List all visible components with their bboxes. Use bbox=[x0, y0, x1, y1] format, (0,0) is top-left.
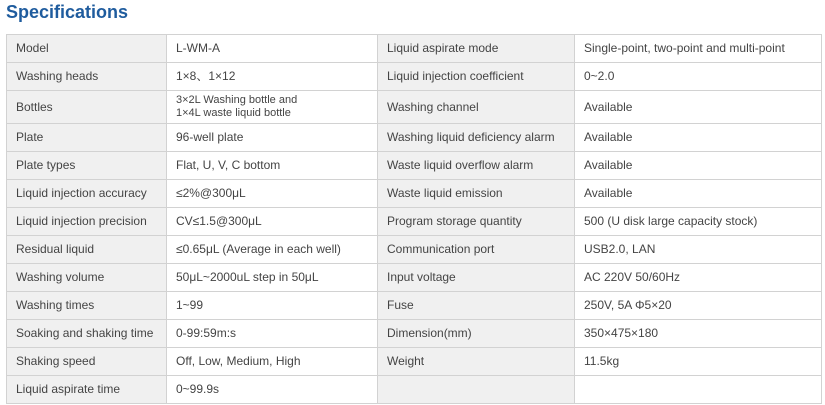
table-row bbox=[7, 91, 822, 124]
spec-label bbox=[378, 376, 575, 404]
spec-label: Washing volume bbox=[7, 264, 167, 292]
spec-value: 250V, 5A Φ5×20 bbox=[575, 292, 822, 320]
table-row bbox=[7, 236, 822, 264]
table-row bbox=[7, 124, 822, 152]
spec-value: Available bbox=[575, 124, 822, 152]
table-row bbox=[7, 35, 822, 63]
spec-label: Liquid aspirate time bbox=[7, 376, 167, 404]
spec-value bbox=[575, 376, 822, 404]
spec-label: Liquid injection accuracy bbox=[7, 180, 167, 208]
spec-label: Bottles bbox=[7, 91, 167, 124]
spec-value-line: 3×2L Washing bottle and bbox=[176, 94, 298, 106]
table-row bbox=[7, 292, 822, 320]
table-row bbox=[7, 264, 822, 292]
spec-label: Model bbox=[7, 35, 167, 63]
spec-value: CV≤1.5@300μL bbox=[167, 208, 378, 236]
spec-label: Input voltage bbox=[378, 264, 575, 292]
spec-label: Shaking speed bbox=[7, 348, 167, 376]
spec-label: Liquid injection coefficient bbox=[378, 63, 575, 91]
spec-label: Plate bbox=[7, 124, 167, 152]
table-row bbox=[7, 180, 822, 208]
spec-value: 500 (U disk large capacity stock) bbox=[575, 208, 822, 236]
spec-value: Flat, U, V, C bottom bbox=[167, 152, 378, 180]
spec-label: Waste liquid emission bbox=[378, 180, 575, 208]
page-title: Specifications bbox=[6, 2, 129, 22]
spec-value: Available bbox=[575, 180, 822, 208]
spec-value: 0-99:59m:s bbox=[167, 320, 378, 348]
spec-value: USB2.0, LAN bbox=[575, 236, 822, 264]
spec-value: Available bbox=[575, 91, 822, 124]
spec-value: 0~99.9s bbox=[167, 376, 378, 404]
spec-value: 96-well plate bbox=[167, 124, 378, 152]
spec-label: Washing channel bbox=[378, 91, 575, 124]
spec-value: 11.5kg bbox=[575, 348, 822, 376]
table-row bbox=[7, 63, 822, 91]
spec-value: ≤2%@300μL bbox=[167, 180, 378, 208]
table-row bbox=[7, 376, 822, 404]
specifications-table bbox=[6, 34, 822, 404]
spec-label: Fuse bbox=[378, 292, 575, 320]
spec-value bbox=[167, 91, 378, 124]
spec-label: Weight bbox=[378, 348, 575, 376]
spec-value: 1×8、1×12 bbox=[167, 63, 378, 91]
table-row bbox=[7, 208, 822, 236]
table-row bbox=[7, 152, 822, 180]
spec-label: Washing heads bbox=[7, 63, 167, 91]
spec-label: Soaking and shaking time bbox=[7, 320, 167, 348]
spec-label: Waste liquid overflow alarm bbox=[378, 152, 575, 180]
spec-label: Liquid injection precision bbox=[7, 208, 167, 236]
table-row bbox=[7, 320, 822, 348]
spec-value: AC 220V 50/60Hz bbox=[575, 264, 822, 292]
spec-label: Liquid aspirate mode bbox=[378, 35, 575, 63]
spec-value-line: 1×4L waste liquid bottle bbox=[176, 107, 291, 119]
spec-value: 50μL~2000uL step in 50μL bbox=[167, 264, 378, 292]
spec-label: Communication port bbox=[378, 236, 575, 264]
spec-value: Off, Low, Medium, High bbox=[167, 348, 378, 376]
spec-value: ≤0.65μL (Average in each well) bbox=[167, 236, 378, 264]
spec-label: Washing times bbox=[7, 292, 167, 320]
spec-value: 350×475×180 bbox=[575, 320, 822, 348]
spec-label: Washing liquid deficiency alarm bbox=[378, 124, 575, 152]
spec-value: Single-point, two-point and multi-point bbox=[575, 35, 822, 63]
spec-label: Plate types bbox=[7, 152, 167, 180]
spec-value: 0~2.0 bbox=[575, 63, 822, 91]
spec-label: Dimension(mm) bbox=[378, 320, 575, 348]
table-row bbox=[7, 348, 822, 376]
spec-value: 1~99 bbox=[167, 292, 378, 320]
spec-label: Residual liquid bbox=[7, 236, 167, 264]
spec-value: L-WM-A bbox=[167, 35, 378, 63]
spec-label: Program storage quantity bbox=[378, 208, 575, 236]
spec-value: Available bbox=[575, 152, 822, 180]
